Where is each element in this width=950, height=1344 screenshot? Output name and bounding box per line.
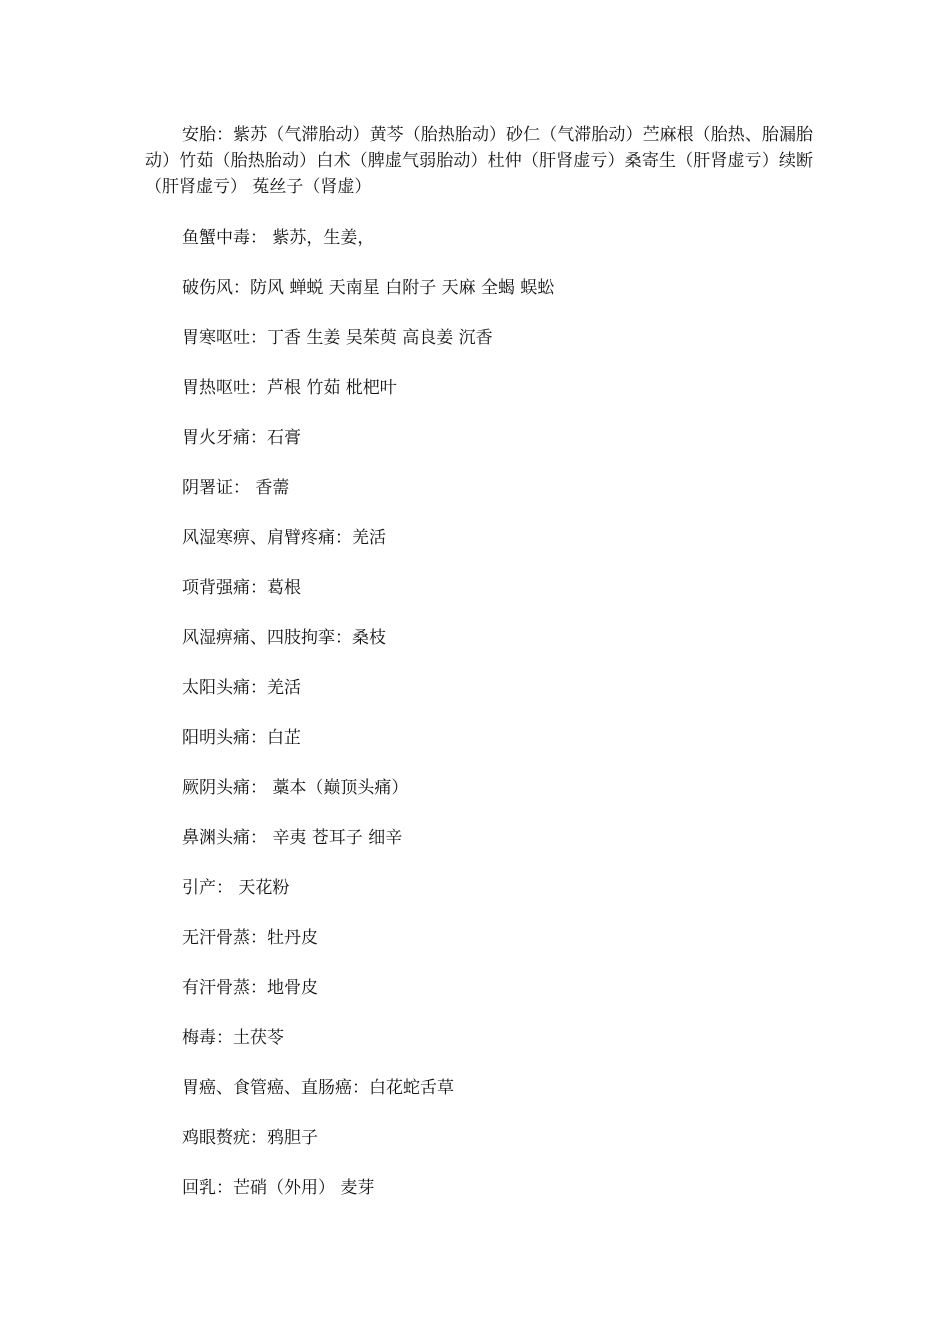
entry-sweatless-bone-steaming: 无汗骨蒸：牡丹皮 (182, 928, 318, 948)
entry-syphilis: 梅毒：土茯苓 (182, 1028, 284, 1048)
entry-cancers: 胃癌、食管癌、直肠癌：白花蛇舌草 (182, 1078, 454, 1098)
entry-sweating-bone-steaming: 有汗骨蒸：地骨皮 (182, 978, 318, 998)
entry-stomach-heat-vomiting: 胃热呕吐：芦根 竹茹 枇杷叶 (182, 378, 397, 398)
entry-jueyin-headache: 厥阴头痛： 藁本（巅顶头痛） (182, 778, 409, 798)
entry-wind-damp-cold-bi: 风湿寒痹、肩臂疼痛：羌活 (182, 528, 386, 548)
entry-neck-back-stiffness: 项背强痛：葛根 (182, 578, 301, 598)
paragraph-an-tai: 安胎：紫苏（气滞胎动）黄芩（胎热胎动）砂仁（气滞胎动）苎麻根（胎热、胎漏胎动）竹茹（胎热胎动）白术（脾虚气弱胎动）杜仲（肝肾虚亏）桑寄生（肝肾虚亏）续断（肝肾虚亏） 菟丝子（肾虚） (145, 125, 813, 197)
entry-corns-warts: 鸡眼赘疣：鸦胆子 (182, 1128, 318, 1148)
entry-stomach-fire-toothache: 胃火牙痛：石膏 (182, 428, 301, 448)
entry-yin-summer-syndrome: 阴署证： 香薷 (182, 478, 290, 498)
entry-yangming-headache: 阳明头痛：白芷 (182, 728, 301, 748)
entry-tetanus: 破伤风：防风 蝉蜕 天南星 白附子 天麻 全蝎 蜈蚣 (182, 278, 555, 298)
entry-taiyang-headache: 太阳头痛：羌活 (182, 678, 301, 698)
entry-induced-labor: 引产： 天花粉 (182, 878, 290, 898)
entry-wind-damp-limb-spasm: 风湿痹痛、四肢拘挛：桑枝 (182, 628, 386, 648)
entry-stomach-cold-vomiting: 胃寒呕吐：丁香 生姜 吴茱萸 高良姜 沉香 (182, 328, 493, 348)
entry-fish-crab-poisoning: 鱼蟹中毒： 紫苏，生姜， (182, 228, 375, 248)
entry-sinusitis-headache: 鼻渊头痛： 辛夷 苍耳子 细辛 (182, 828, 403, 848)
entry-lactation-suppression: 回乳：芒硝（外用） 麦芽 (182, 1178, 375, 1198)
document-body (145, 122, 813, 1226)
